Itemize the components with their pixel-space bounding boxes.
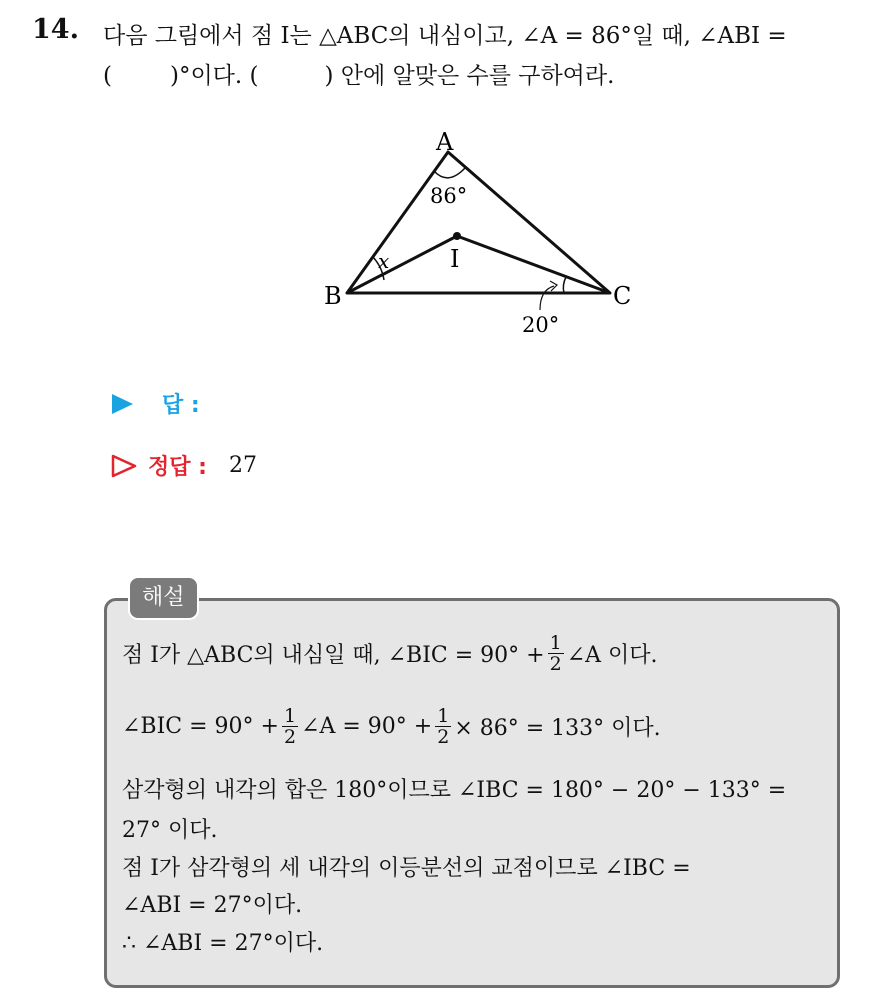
correct-answer-label: 정답 : <box>148 455 207 480</box>
explanation-text: ∠A 이다. <box>566 643 658 668</box>
explanation-line-1 <box>122 633 658 674</box>
explanation-line-7: ∴ ∠ABI = 27°이다. <box>122 931 324 956</box>
correct-answer-row <box>110 450 257 481</box>
explanation-text: × 86° = 133° 이다. <box>454 716 661 741</box>
triangle-figure <box>300 120 660 350</box>
label-angle-a: 86° <box>430 184 468 208</box>
question-number: 14. <box>32 14 79 45</box>
label-b: B <box>324 282 342 310</box>
label-i: I <box>450 245 460 273</box>
fraction-half: $\frac{1}{2}$ <box>437 705 450 748</box>
segment-ci <box>457 236 610 293</box>
segment-bi <box>347 236 460 293</box>
incenter-point <box>453 232 461 240</box>
explanation-line-3: 삼각형의 내각의 합은 180°이므로 ∠IBC = 180° − 20° − 133° = <box>122 778 787 803</box>
question-text-line1: 다음 그림에서 점 I는 △ABC의 내심이고, ∠A = 86°일 때, ∠ABI = <box>103 23 787 49</box>
label-x: x <box>378 249 390 273</box>
question-text-line2 <box>103 57 614 90</box>
label-a: A <box>436 128 454 156</box>
explanation-text: 점 I가 △ABC의 내심일 때, ∠BIC = 90° + <box>122 643 545 668</box>
explanation-line-6: ∠ABI = 27°이다. <box>122 893 303 918</box>
explanation-line-4: 27° 이다. <box>122 818 218 843</box>
angle-arc-c <box>563 277 566 293</box>
explanation-tab: 해설 <box>128 576 199 620</box>
angle-arc-a <box>434 168 465 178</box>
explanation-line-2 <box>122 706 661 747</box>
label-angle-c: 20° <box>522 313 560 337</box>
blank-open: ( <box>103 63 112 89</box>
label-c: C <box>613 282 632 310</box>
explanation-text: ∠A = 90° + <box>301 714 433 739</box>
fraction-half: $\frac{1}{2}$ <box>549 632 562 675</box>
explanation-line-5: 점 I가 삼각형의 세 내각의 이등분선의 교점이므로 ∠IBC = <box>122 856 691 881</box>
question-mid: )°이다. ( <box>169 63 259 89</box>
question-end: ) 안에 알맞은 수를 구하여라. <box>324 63 615 89</box>
answer-label: 답 : <box>162 393 200 418</box>
correct-answer-value: 27 <box>228 453 257 478</box>
play-outline-icon <box>110 454 138 478</box>
explanation-text: ∠BIC = 90° + <box>122 714 279 739</box>
answer-row <box>110 388 200 419</box>
play-filled-icon <box>110 393 134 415</box>
fraction-half: $\frac{1}{2}$ <box>283 705 297 748</box>
